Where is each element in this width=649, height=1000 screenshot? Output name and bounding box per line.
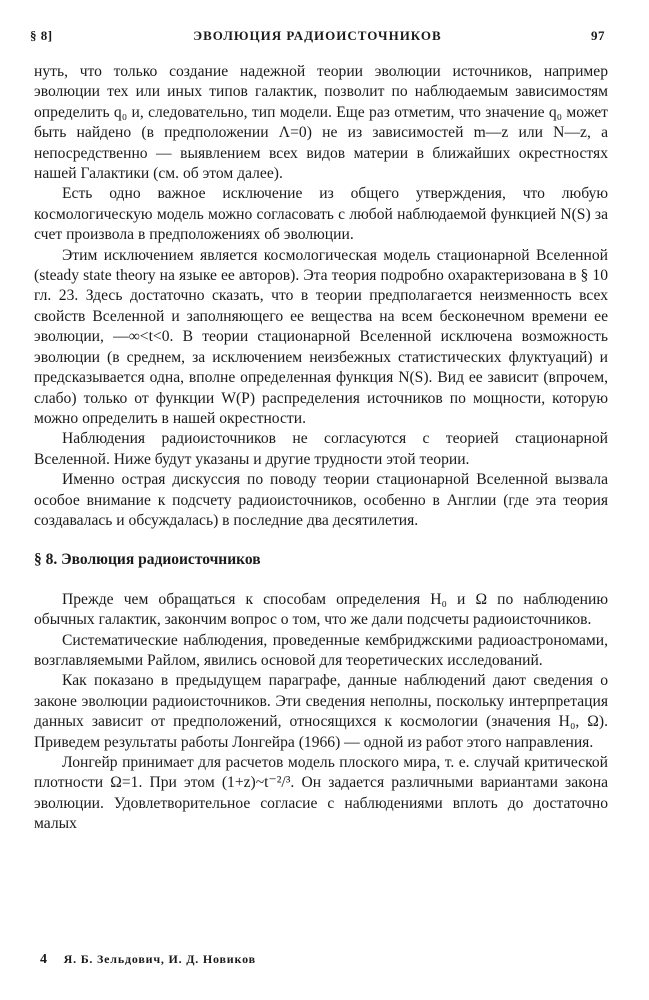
page-number: 97	[591, 28, 605, 43]
running-head	[30, 28, 605, 50]
page-footer	[40, 952, 256, 968]
paragraph: Есть одно важное исключение из общего утверждения, что любую космологическую модель можно согласовать с любой наблюдаемой функцией N(S) за счет произвола в предположениях об эволюции.	[34, 185, 608, 244]
paragraph: Лонгейр принимает для расчетов модель плоского мира, т. е. случай критической плотности Ω=1. При этом (1+z)~t⁻²/³. Он задается различными вариантами закона эволюции. Удовлетворительное согласие с наблюдениями вплоть до достаточно малых	[34, 754, 608, 833]
signature-mark: 4	[40, 952, 48, 967]
paragraph: Этим исключением является космологическая модель стационарной Вселенной (steady state theory на языке ее авторов). Эта теория подробно охарактеризована в § 10 гл. 23. Здесь достаточно сказать, что в теории предполагается неизменность всех свойств Вселенной и заполняющего ее вещества на всем бесконечном времени ее эволюции, —∞<t<0. В теории стационарной Вселенной исключена возможность эволюции (в среднем, за исключением неизбежных статистических флуктуаций) и предсказывается одна, вполне определенная функция N(S). Вид ее зависит (впрочем, слабо) только от функции W(P) распределения источников по мощности, которую можно определить в нашей окрестности.	[34, 246, 608, 427]
paragraph: Как показано в предыдущем параграфе, данные наблюдений дают сведения о законе эволюции радиоисточников. Эти сведения неполны, поскольку интерпретация данных зависит от предположений, относящихся к космологии (значения H₀, Ω). Приведем результаты работы Лонгейра (1966) — одной из работ этого направления.	[34, 672, 608, 751]
paragraph-continued: нуть, что только создание надежной теории эволюции источников, например эволюции тех или иных типов галактик, позволит по наблюдаемым зависимостям определить q₀ и, следовательно, тип модели. Еще раз отметим, что значение q₀ может быть найдено (в предположении Λ=0) не из зависимостей m—z или N—z, а непосредственно — выявлением всех видов материи в ближайших окрестностях нашей Галактики (см. об этом далее).	[34, 63, 608, 183]
body-text	[34, 62, 608, 835]
paragraph: Наблюдения радиоисточников не согласуются с теорией стационарной Вселенной. Ниже будут указаны и другие трудности этой теории.	[34, 430, 608, 468]
paragraph: Именно острая дискуссия по поводу теории стационарной Вселенной вызвала особое внимание к подсчету радиоисточников, особенно в Англии (где эта теория создавалась и обсуждалась) в последние два десятилетия.	[34, 471, 608, 529]
section-heading: § 8. Эволюция радиоисточников	[34, 551, 261, 569]
running-title: ЭВОЛЮЦИЯ РАДИОИСТОЧНИКОВ	[193, 28, 442, 43]
paragraph: Систематические наблюдения, проведенные кембриджскими радиоастрономами, возглавляемыми Райлом, явились основой для теоретических исследований.	[34, 631, 608, 669]
footer-authors: Я. Б. Зельдович, И. Д. Новиков	[63, 952, 256, 966]
section-reference: § 8]	[30, 28, 53, 43]
paragraph: Прежде чем обращаться к способам определения H₀ и Ω по наблюдению обычных галактик, закончим вопрос о том, что же дали подсчеты радиоисточников.	[34, 590, 608, 629]
